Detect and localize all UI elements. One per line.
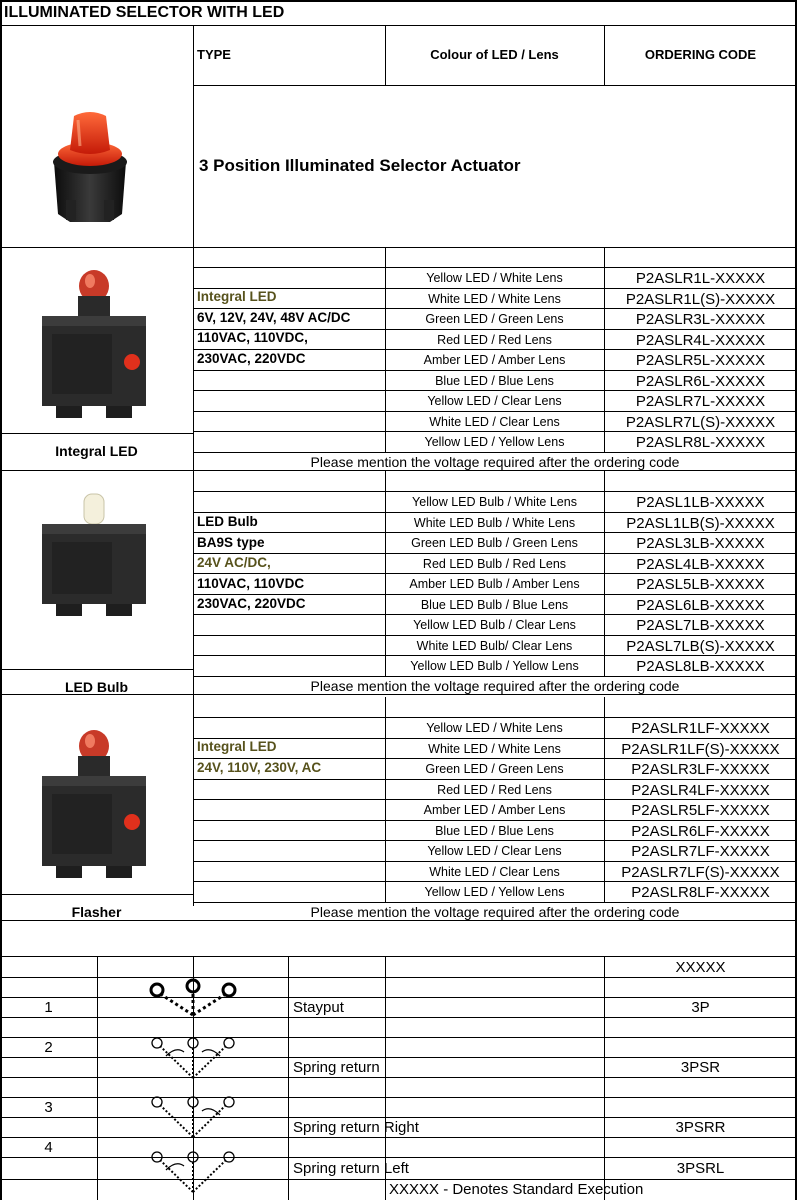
led-colour-cell: Yellow LED / Clear Lens: [427, 844, 562, 858]
ordering-code-cell: P2ASL6LB-XXXXX: [636, 596, 765, 614]
ordering-code-cell: P2ASL7LB-XXXXX: [636, 617, 765, 634]
stayput-position-diagram-icon: [140, 975, 244, 1021]
ordering-code-cell: P2ASL3LB-XXXXX: [636, 535, 765, 552]
led-colour-cell: White LED / White Lens: [428, 291, 561, 306]
voltage-note: Please mention the voltage required after the ordering code: [310, 677, 680, 694]
led-colour-cell: Yellow LED / Yellow Lens: [424, 885, 565, 899]
flasher-led-image: [34, 722, 154, 882]
voltage-note: Please mention the voltage required after the ordering code: [310, 903, 680, 920]
led-colour-cell: Yellow LED Bulb / White Lens: [412, 495, 577, 509]
option-code-3psr: 3PSR: [680, 1059, 721, 1076]
ordering-code-cell: P2ASL7LB(S)-XXXXX: [626, 637, 775, 655]
ordering-code-cell: P2ASLR1L(S)-XXXXX: [625, 290, 776, 308]
led-colour-cell: Blue LED / Blue Lens: [435, 823, 554, 838]
ordering-code-cell: P2ASLR8L-XXXXX: [635, 434, 766, 451]
spring-return-right-diagram-icon: [140, 1093, 244, 1139]
section-label: Flasher: [71, 904, 122, 920]
ordering-code-cell: P2ASLR1L-XXXXX: [635, 270, 766, 287]
ordering-code-cell: P2ASLR5L-XXXXX: [635, 352, 766, 369]
led-colour-cell: Green LED / Green Lens: [425, 312, 564, 326]
ordering-code-cell: P2ASL5LB-XXXXX: [636, 576, 765, 593]
spec-text: 230VAC, 220VDC: [197, 596, 306, 611]
spec-text: Integral LED: [197, 289, 277, 304]
ordering-code-cell: P2ASLR6LF-XXXXX: [631, 822, 770, 840]
spec-text: 110VAC, 110VDC: [197, 575, 305, 591]
led-colour-cell: Green LED Bulb / Green Lens: [411, 536, 578, 550]
led-colour-cell: Yellow LED / White Lens: [426, 271, 563, 285]
selector-actuator-image: [40, 102, 140, 227]
led-colour-cell: White LED / Clear Lens: [429, 864, 560, 879]
spring-return-diagram-icon: [140, 1034, 244, 1080]
spec-text: LED Bulb: [197, 514, 258, 529]
led-colour-cell: Yellow LED / Clear Lens: [427, 394, 562, 408]
spec-text: 110VAC, 110VDC,: [197, 330, 308, 345]
spec-text: 24V, 110V, 230V, AC: [197, 759, 322, 775]
ordering-code-cell: P2ASL1LB(S)-XXXXX: [626, 514, 775, 532]
option-num-4: 4: [44, 1139, 53, 1156]
led-colour-cell: Amber LED / Amber Lens: [423, 803, 566, 817]
ordering-code-cell: P2ASLR1LF-XXXXX: [631, 720, 770, 737]
spec-text: Integral LED: [197, 739, 277, 754]
option-code-header: XXXXX: [675, 959, 726, 976]
voltage-note: Please mention the voltage required after the ordering code: [310, 453, 680, 470]
section-label: Integral LED: [55, 443, 138, 459]
led-colour-cell: Red LED / Red Lens: [437, 332, 552, 347]
option-label-stayput: Stayput: [293, 999, 344, 1016]
ordering-code-cell: P2ASLR7LF(S)-XXXXX: [621, 863, 780, 881]
led-bulb-image: [34, 490, 154, 620]
option-num-3: 3: [44, 1099, 53, 1116]
ordering-code-cell: P2ASLR1LF(S)-XXXXX: [621, 740, 780, 758]
option-label-spring-return: Spring return: [293, 1059, 380, 1076]
led-colour-cell: Red LED / Red Lens: [437, 782, 552, 797]
led-colour-cell: Yellow LED / Yellow Lens: [424, 435, 565, 449]
option-code-3psrr: 3PSRR: [675, 1119, 726, 1136]
led-colour-cell: Yellow LED / White Lens: [426, 721, 563, 735]
header-ordering-code: ORDERING CODE: [644, 47, 757, 62]
header-colour: Colour of LED / Lens: [430, 47, 559, 62]
led-colour-cell: Blue LED Bulb / Blue Lens: [420, 597, 569, 612]
ordering-code-cell: P2ASL4LB-XXXXX: [636, 555, 765, 573]
header-type: TYPE: [197, 47, 231, 62]
spec-text: 230VAC, 220VDC: [197, 350, 306, 366]
option-num-2: 2: [44, 1039, 53, 1056]
ordering-code-cell: P2ASLR5LF-XXXXX: [631, 802, 770, 819]
standard-execution-note: XXXXX - Denotes Standard Execution: [389, 1181, 644, 1198]
led-colour-cell: Yellow LED Bulb / Clear Lens: [413, 618, 576, 632]
section-label: LED Bulb: [65, 679, 128, 695]
ordering-code-cell: P2ASLR3L-XXXXX: [635, 311, 766, 328]
led-colour-cell: White LED Bulb/ Clear Lens: [416, 638, 573, 653]
ordering-code-cell: P2ASL1LB-XXXXX: [636, 494, 765, 511]
option-num-1: 1: [44, 999, 53, 1016]
led-colour-cell: White LED / White Lens: [428, 741, 561, 756]
spec-text: 6V, 12V, 24V, 48V AC/DC: [197, 309, 351, 325]
page-title: ILLUMINATED SELECTOR WITH LED: [4, 4, 285, 21]
led-colour-cell: White LED Bulb / White Lens: [413, 515, 576, 530]
spring-return-left-diagram-icon: [140, 1148, 244, 1194]
ordering-code-cell: P2ASLR4LF-XXXXX: [631, 781, 770, 799]
ordering-code-cell: P2ASLR6L-XXXXX: [635, 372, 766, 390]
ordering-code-cell: P2ASLR3LF-XXXXX: [631, 761, 770, 778]
ordering-code-cell: P2ASLR8LF-XXXXX: [631, 884, 770, 901]
integral-led-image: [34, 262, 154, 422]
ordering-code-cell: P2ASLR7L(S)-XXXXX: [625, 413, 776, 431]
led-colour-cell: White LED / Clear Lens: [429, 414, 560, 429]
ordering-code-cell: P2ASLR7LF-XXXXX: [631, 843, 770, 860]
led-colour-cell: Green LED / Green Lens: [425, 762, 564, 776]
ordering-code-cell: P2ASLR4L-XXXXX: [635, 331, 766, 349]
led-colour-cell: Amber LED / Amber Lens: [423, 353, 566, 367]
actuator-title: 3 Position Illuminated Selector Actuator: [199, 156, 521, 175]
ordering-code-cell: P2ASLR7L-XXXXX: [635, 393, 766, 410]
spec-text: BA9S type: [197, 534, 265, 550]
option-label-spring-return-left: Spring return Left: [293, 1160, 409, 1177]
option-label-spring-return-right: Spring return Right: [293, 1119, 419, 1136]
led-colour-cell: Red LED Bulb / Red Lens: [422, 556, 567, 571]
ordering-code-cell: P2ASL8LB-XXXXX: [636, 658, 765, 675]
led-colour-cell: Yellow LED Bulb / Yellow Lens: [410, 659, 579, 673]
option-code-3psrl: 3PSRL: [676, 1160, 725, 1177]
led-colour-cell: Blue LED / Blue Lens: [435, 373, 554, 388]
led-colour-cell: Amber LED Bulb / Amber Lens: [409, 577, 580, 591]
option-code-3p: 3P: [691, 999, 710, 1016]
spec-text: 24V AC/DC,: [197, 555, 271, 570]
